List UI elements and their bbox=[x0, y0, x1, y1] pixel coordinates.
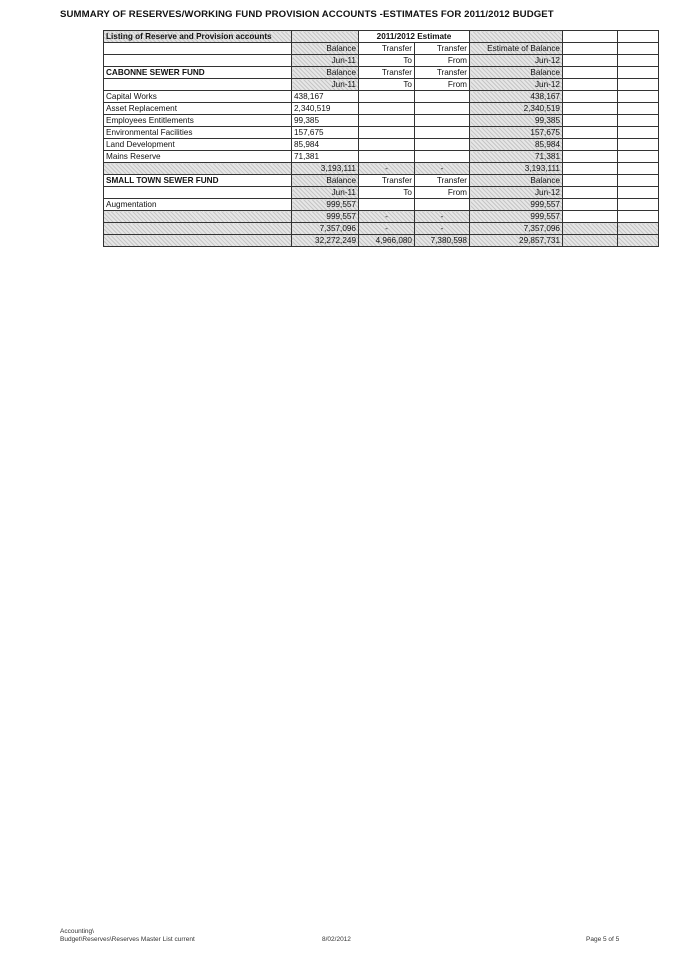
table-row: Land Development 85,984 85,984 bbox=[104, 139, 659, 151]
footer-path: Accounting\ Budget\Reserves\Reserves Master List current bbox=[60, 928, 195, 943]
section-header-row: SMALL TOWN SEWER FUND Balance Transfer Transfer Balance bbox=[104, 175, 659, 187]
section-header-row: Jun-11 To From Jun-12 bbox=[104, 187, 659, 199]
header-row bbox=[104, 31, 659, 43]
subtotal-row: 3,193,111 - - 3,193,111 bbox=[104, 163, 659, 175]
grand-total-row: 32,272,249 4,966,080 7,380,598 29,857,731 bbox=[104, 235, 659, 247]
table-row: Environmental Facilities 157,675 157,675 bbox=[104, 127, 659, 139]
cabonne-fund-title: CABONNE SEWER FUND bbox=[104, 67, 292, 79]
reserves-table bbox=[103, 30, 659, 247]
page-title: SUMMARY OF RESERVES/WORKING FUND PROVISION ACCOUNTS -ESTIMATES FOR 2011/2012 BUDGET bbox=[60, 9, 554, 20]
table-row: Employees Entitlements 99,385 99,385 bbox=[104, 115, 659, 127]
table-row: Mains Reserve 71,381 71,381 bbox=[104, 151, 659, 163]
estimate-balance-label: Estimate of Balance bbox=[470, 43, 563, 55]
subtotal-row: 999,557 - - 999,557 bbox=[104, 211, 659, 223]
listing-label: Listing of Reserve and Provision accounts bbox=[104, 31, 292, 43]
small-town-fund-title: SMALL TOWN SEWER FUND bbox=[104, 175, 292, 187]
header-row: Balance Transfer Transfer Estimate of Balance bbox=[104, 43, 659, 55]
section-header-row: Jun-11 To From Jun-12 bbox=[104, 79, 659, 91]
footer-page-number: Page 5 of 5 bbox=[586, 936, 620, 943]
total-row: 7,357,096 - - 7,357,096 bbox=[104, 223, 659, 235]
table-row: Capital Works 438,167 438,167 bbox=[104, 91, 659, 103]
estimate-label: 2011/2012 Estimate bbox=[359, 31, 470, 43]
section-header-row: CABONNE SEWER FUND Balance Transfer Transfer Balance bbox=[104, 67, 659, 79]
table-row: Asset Replacement 2,340,519 2,340,519 bbox=[104, 103, 659, 115]
header-row: Jun-11 To From Jun-12 bbox=[104, 55, 659, 67]
table-row: Augmentation 999,557 999,557 bbox=[104, 199, 659, 211]
footer-date: 8/02/2012 bbox=[322, 936, 351, 943]
